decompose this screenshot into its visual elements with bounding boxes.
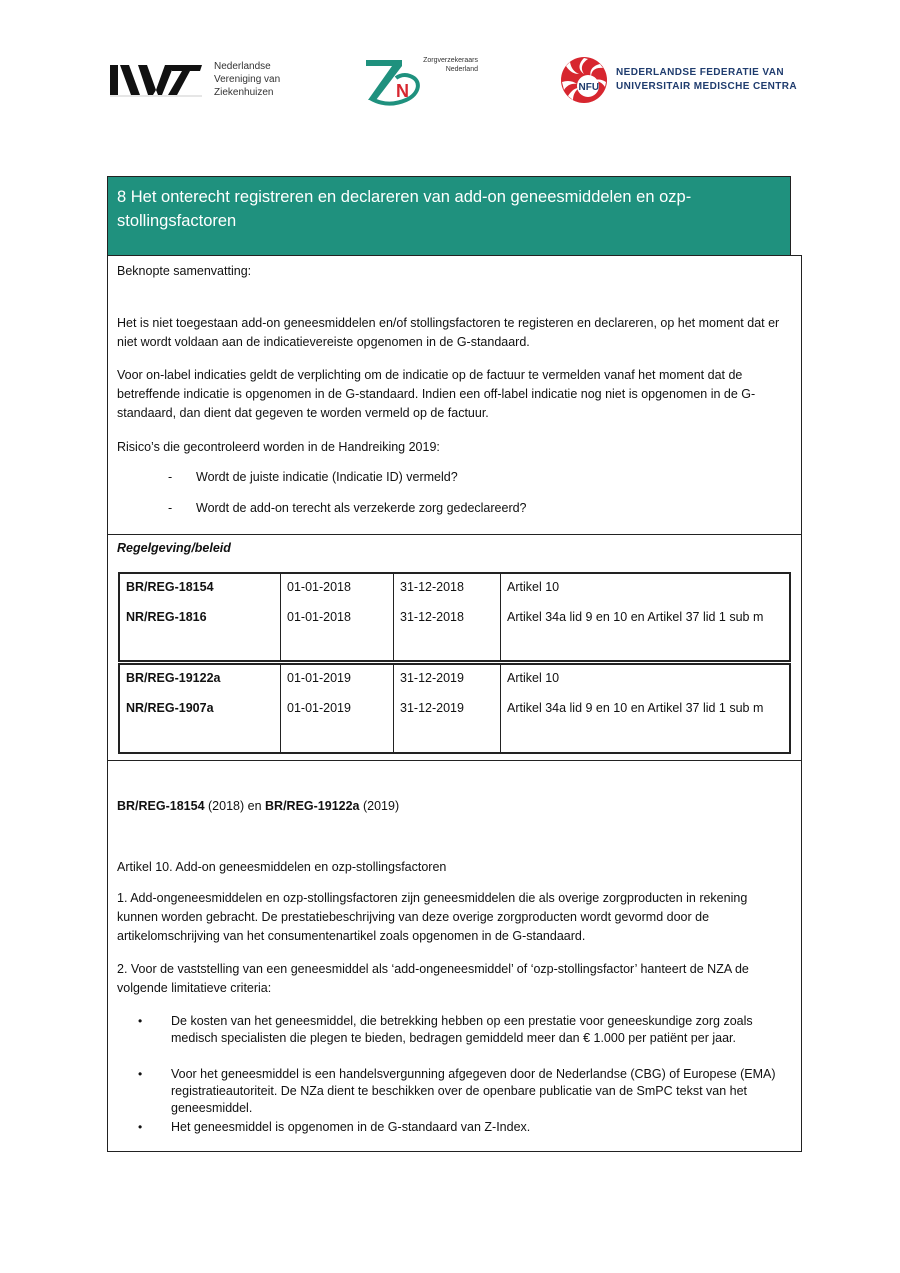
dash-icon: - xyxy=(168,501,173,515)
ref-2019: BR/REG-19122a xyxy=(265,799,360,813)
reg-start-dates xyxy=(281,665,394,752)
reg-article: Artikel 34a lid 9 en 10 en Artikel 37 lid 1 sub m xyxy=(507,701,764,715)
reg-articles xyxy=(501,665,789,752)
nvz-line-3: Ziekenhuizen xyxy=(214,87,274,98)
summary-paragraph-2: Voor on-label indicaties geldt de verplichting om de indicatie op de factuur te vermelden vanaf het moment dat de betreffende indicatie is opgenomen in de G-standaard. Indien een off-label indicatie nog niet is opgenomen in de G-standaard, dan dient dat gegeven te worden vermeld op de factuur. xyxy=(117,368,756,420)
zn-line-1: Zorgverzekeraars xyxy=(423,57,478,64)
reg-article: Artikel 34a lid 9 en 10 en Artikel 37 lid 1 sub m xyxy=(507,610,764,624)
criteria-text: Voor het geneesmiddel is een handelsvergunning afgegeven door de Nederlandse (CBG) of Europese (EMA) registratieautoriteit. De NZa dient te beschikken over de openbare publicatie van de SmPC tekst van het geneesmiddel. xyxy=(171,1067,776,1115)
nvz-mark-icon xyxy=(110,63,202,97)
reg-end: 31-12-2019 xyxy=(400,701,464,715)
reg-start: 01-01-2018 xyxy=(287,580,351,594)
nvz-logo xyxy=(110,60,280,99)
risk-item xyxy=(168,468,458,487)
article-section xyxy=(108,761,801,1151)
risk-text: Wordt de add-on terecht als verzekerde zorg gedeclareerd? xyxy=(196,501,527,515)
criteria-item xyxy=(138,1119,791,1136)
reg-codes xyxy=(120,665,281,752)
reg-start: 01-01-2018 xyxy=(287,610,351,624)
nvz-line-1: Nederlandse xyxy=(214,61,271,72)
risk-text: Wordt de juiste indicatie (Indicatie ID) vermeld? xyxy=(196,470,458,484)
reg-codes xyxy=(120,574,281,660)
article-title: Artikel 10. Add-on geneesmiddelen en ozp-stollingsfactoren xyxy=(117,860,447,874)
ref-2018-year: (2018) en xyxy=(204,799,266,813)
nfu-mark-text: NFU xyxy=(578,82,600,93)
regulation-section xyxy=(108,535,801,761)
reg-start-dates xyxy=(281,574,394,660)
bullet-icon: • xyxy=(138,1014,143,1028)
reg-start: 01-01-2019 xyxy=(287,671,351,685)
summary-section xyxy=(108,256,801,535)
reg-end: 31-12-2019 xyxy=(400,671,464,685)
reg-start: 01-01-2019 xyxy=(287,701,351,715)
nfu-line-1: NEDERLANDSE FEDERATIE VAN xyxy=(616,67,784,78)
article-paragraph-1: 1. Add-ongeneesmiddelen en ozp-stollingsfactoren zijn geneesmiddelen die als overige zorgproducten in rekening kunnen worden gebracht. De prestatiebeschrijving van deze overige zorgproducten wordt gevormd door de artikelomschrijving van het consumentenartikel zoals opgenomen in de G-standaard. xyxy=(117,891,748,943)
logo-bar xyxy=(0,52,900,112)
summary-paragraph-1: Het is niet toegestaan add-on geneesmiddelen en/of stollingsfactoren te registeren en declareren, op het moment dat er niet wordt voldaan aan de indicatievereiste opgenomen in de G-standaard. xyxy=(117,316,780,349)
zn-logo xyxy=(362,54,482,106)
bullet-icon: • xyxy=(138,1120,143,1134)
section-title: 8 Het onterecht registreren en declareren van add-on geneesmiddelen en ozp-stollingsfactoren xyxy=(117,188,692,230)
criteria-text: Het geneesmiddel is opgenomen in de G-standaard van Z-Index. xyxy=(171,1120,531,1134)
reg-end-dates xyxy=(394,574,501,660)
reg-article: Artikel 10 xyxy=(507,580,560,594)
reg-code: BR/REG-19122a xyxy=(126,671,221,685)
reg-end: 31-12-2018 xyxy=(400,580,464,594)
criteria-text: De kosten van het geneesmiddel, die betrekking hebben op een prestatie voor geneeskundige zorg zoals medisch specialisten die plegen te bieden, bedragen gemiddeld meer dan € 1.000 per patiënt per jaar. xyxy=(171,1014,753,1045)
nvz-line-2: Vereniging van xyxy=(214,74,281,85)
criteria-item xyxy=(138,1013,791,1047)
article-references xyxy=(117,797,791,816)
reg-end-dates xyxy=(394,665,501,752)
svg-text:N: N xyxy=(396,81,409,101)
risks-label: Risico’s die gecontroleerd worden in de Handreiking 2019: xyxy=(117,440,440,454)
ref-2019-year: (2019) xyxy=(359,799,400,813)
content-box xyxy=(107,255,802,1152)
reg-code: BR/REG-18154 xyxy=(126,580,214,594)
reg-article: Artikel 10 xyxy=(507,671,560,685)
regulation-table-2019 xyxy=(118,663,791,754)
dash-icon: - xyxy=(168,470,173,484)
article-paragraph-2: 2. Voor de vaststelling van een geneesmiddel als ‘add-ongeneesmiddel’ of ‘ozp-stollingsfactor’ hanteert de NZA de volgende limitatieve criteria: xyxy=(117,962,749,995)
bullet-icon: • xyxy=(138,1067,143,1081)
regulation-table-2018 xyxy=(118,572,791,662)
nfu-mark-icon xyxy=(560,56,608,104)
nfu-logo xyxy=(560,56,797,104)
section-header xyxy=(107,176,791,256)
summary-label: Beknopte samenvatting: xyxy=(117,264,252,278)
reg-code: NR/REG-1907a xyxy=(126,701,214,715)
criteria-item xyxy=(138,1066,791,1117)
regulation-label: Regelgeving/beleid xyxy=(117,541,231,555)
reg-code: NR/REG-1816 xyxy=(126,610,207,624)
zn-line-2: Nederland xyxy=(445,66,478,73)
risk-item xyxy=(168,499,527,518)
reg-articles xyxy=(501,574,789,660)
ref-2018: BR/REG-18154 xyxy=(117,799,205,813)
nfu-line-2: UNIVERSITAIR MEDISCHE CENTRA xyxy=(616,81,798,92)
reg-end: 31-12-2018 xyxy=(400,610,464,624)
